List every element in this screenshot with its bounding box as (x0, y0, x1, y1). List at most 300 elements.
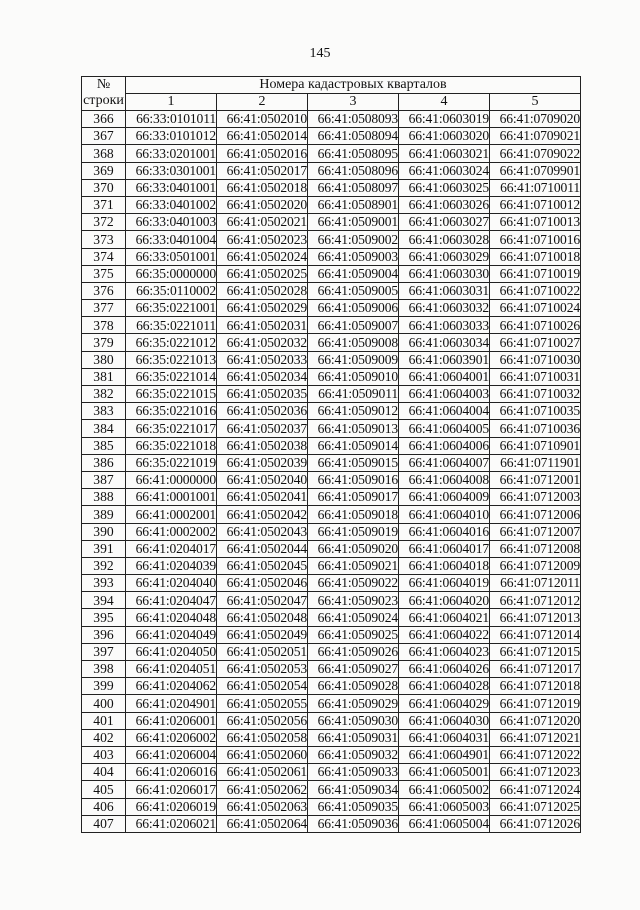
cadastral-quarter-cell: 66:41:0509025 (308, 626, 399, 643)
cadastral-quarter-cell: 66:41:0509022 (308, 575, 399, 592)
cadastral-quarter-cell: 66:41:0603019 (399, 111, 490, 128)
cadastral-quarter-cell: 66:41:0710018 (490, 248, 581, 265)
cadastral-quarter-cell: 66:41:0204050 (126, 643, 217, 660)
table-row (82, 265, 581, 282)
cadastral-quarter-cell: 66:41:0509008 (308, 334, 399, 351)
cadastral-quarter-cell: 66:41:0712008 (490, 540, 581, 557)
table-row (82, 592, 581, 609)
row-number-cell: 380 (82, 351, 126, 368)
cadastral-quarter-cell: 66:41:0509010 (308, 368, 399, 385)
cadastral-quarter-cell: 66:41:0509005 (308, 282, 399, 299)
row-number-cell: 404 (82, 764, 126, 781)
cadastral-quarter-cell: 66:41:0502041 (217, 489, 308, 506)
row-number-cell: 385 (82, 437, 126, 454)
cadastral-quarter-cell: 66:41:0605003 (399, 798, 490, 815)
row-number-cell: 368 (82, 145, 126, 162)
cadastral-quarter-cell: 66:41:0000000 (126, 471, 217, 488)
cadastral-quarter-cell: 66:41:0710036 (490, 420, 581, 437)
cadastral-quarter-cell: 66:41:0509031 (308, 729, 399, 746)
row-number-cell: 382 (82, 386, 126, 403)
cadastral-quarter-cell: 66:41:0508093 (308, 111, 399, 128)
cadastral-quarter-cell: 66:41:0509013 (308, 420, 399, 437)
cadastral-quarter-cell: 66:41:0206019 (126, 798, 217, 815)
row-number-cell: 384 (82, 420, 126, 437)
cadastral-quarter-cell: 66:41:0206004 (126, 746, 217, 763)
cadastral-quarter-cell: 66:41:0603034 (399, 334, 490, 351)
cadastral-quarter-cell: 66:41:0712011 (490, 575, 581, 592)
cadastral-quarter-cell: 66:41:0603032 (399, 300, 490, 317)
cadastral-quarter-cell: 66:41:0712021 (490, 729, 581, 746)
page-number: 145 (309, 46, 331, 61)
cadastral-quarter-cell: 66:41:0502039 (217, 454, 308, 471)
cadastral-quarter-cell: 66:41:0509018 (308, 506, 399, 523)
cadastral-quarter-cell: 66:41:0604010 (399, 506, 490, 523)
column-number-header: 5 (490, 94, 581, 111)
cadastral-quarter-cell: 66:41:0709901 (490, 162, 581, 179)
cadastral-quarter-cell: 66:41:0206017 (126, 781, 217, 798)
table-row (82, 781, 581, 798)
cadastral-quarter-cell: 66:41:0712015 (490, 643, 581, 660)
cadastral-quarter-cell: 66:41:0204901 (126, 695, 217, 712)
cadastral-quarter-cell: 66:41:0502024 (217, 248, 308, 265)
column-number-header: 3 (308, 94, 399, 111)
cadastral-quarter-cell: 66:41:0001001 (126, 489, 217, 506)
cadastral-quarter-cell: 66:41:0502063 (217, 798, 308, 815)
cadastral-quarter-cell: 66:41:0604030 (399, 712, 490, 729)
cadastral-quarter-cell: 66:41:0604006 (399, 437, 490, 454)
cadastral-quarter-cell: 66:41:0502042 (217, 506, 308, 523)
cadastral-quarter-cell: 66:41:0502046 (217, 575, 308, 592)
cadastral-quarter-cell: 66:35:0221018 (126, 437, 217, 454)
row-number-header-word: строки (83, 93, 124, 108)
cadastral-quarter-cell: 66:41:0709022 (490, 145, 581, 162)
row-number-cell: 376 (82, 282, 126, 299)
cadastral-quarter-cell: 66:41:0604001 (399, 368, 490, 385)
cadastral-quarter-cell: 66:41:0604005 (399, 420, 490, 437)
cadastral-quarter-cell: 66:41:0502043 (217, 523, 308, 540)
row-number-cell: 378 (82, 317, 126, 334)
cadastral-quarter-cell: 66:41:0604026 (399, 661, 490, 678)
cadastral-quarter-cell: 66:41:0204051 (126, 661, 217, 678)
cadastral-quarter-cell: 66:33:0301001 (126, 162, 217, 179)
table-row (82, 643, 581, 660)
cadastral-quarter-cell: 66:41:0502028 (217, 282, 308, 299)
cadastral-quarter-cell: 66:41:0508097 (308, 179, 399, 196)
cadastral-quarter-cell: 66:41:0604022 (399, 626, 490, 643)
row-number-header-symbol: № (96, 77, 111, 92)
cadastral-quarter-cell: 66:41:0508095 (308, 145, 399, 162)
cadastral-quarter-cell: 66:41:0509009 (308, 351, 399, 368)
cadastral-quarter-cell: 66:41:0502060 (217, 746, 308, 763)
cadastral-quarter-cell: 66:41:0604021 (399, 609, 490, 626)
cadastral-quarter-cell: 66:41:0509023 (308, 592, 399, 609)
cadastral-quarter-cell: 66:41:0509016 (308, 471, 399, 488)
row-number-cell: 367 (82, 128, 126, 145)
cadastral-quarter-cell: 66:41:0509024 (308, 609, 399, 626)
cadastral-quarter-cell: 66:41:0002001 (126, 506, 217, 523)
table-row (82, 420, 581, 437)
row-number-cell: 392 (82, 557, 126, 574)
row-number-cell: 377 (82, 300, 126, 317)
cadastral-quarter-cell: 66:41:0604019 (399, 575, 490, 592)
cadastral-table (81, 76, 581, 833)
cadastral-quarter-cell: 66:41:0204040 (126, 575, 217, 592)
cadastral-quarter-cell: 66:35:0221015 (126, 386, 217, 403)
row-number-cell: 371 (82, 196, 126, 213)
quarters-group-header: Номера кадастровых кварталов (126, 77, 581, 94)
cadastral-quarter-cell: 66:41:0710011 (490, 179, 581, 196)
cadastral-quarter-cell: 66:41:0502010 (217, 111, 308, 128)
cadastral-quarter-cell: 66:41:0604008 (399, 471, 490, 488)
table-row (82, 317, 581, 334)
table-row (82, 162, 581, 179)
cadastral-quarter-cell: 66:41:0509027 (308, 661, 399, 678)
cadastral-quarter-cell: 66:41:0710026 (490, 317, 581, 334)
cadastral-quarter-cell: 66:41:0710030 (490, 351, 581, 368)
cadastral-quarter-cell: 66:41:0603901 (399, 351, 490, 368)
cadastral-quarter-cell: 66:41:0603029 (399, 248, 490, 265)
table-row (82, 489, 581, 506)
table-row (82, 764, 581, 781)
cadastral-quarter-cell: 66:41:0502044 (217, 540, 308, 557)
cadastral-quarter-cell: 66:41:0502058 (217, 729, 308, 746)
cadastral-quarter-cell: 66:41:0509028 (308, 678, 399, 695)
cadastral-quarter-cell: 66:41:0603031 (399, 282, 490, 299)
table-row (82, 179, 581, 196)
cadastral-quarter-cell: 66:41:0509033 (308, 764, 399, 781)
table-row (82, 196, 581, 213)
cadastral-quarter-cell: 66:35:0221013 (126, 351, 217, 368)
cadastral-quarter-cell: 66:41:0502048 (217, 609, 308, 626)
cadastral-quarter-cell: 66:41:0204062 (126, 678, 217, 695)
row-number-cell: 393 (82, 575, 126, 592)
cadastral-quarter-cell: 66:41:0509026 (308, 643, 399, 660)
cadastral-quarter-cell: 66:41:0710901 (490, 437, 581, 454)
cadastral-quarter-cell: 66:35:0221011 (126, 317, 217, 334)
row-number-cell: 406 (82, 798, 126, 815)
cadastral-quarter-cell: 66:41:0710022 (490, 282, 581, 299)
row-number-cell: 375 (82, 265, 126, 282)
cadastral-quarter-cell: 66:35:0221012 (126, 334, 217, 351)
cadastral-quarter-cell: 66:41:0712018 (490, 678, 581, 695)
cadastral-quarter-cell: 66:41:0206021 (126, 815, 217, 832)
table-row (82, 454, 581, 471)
cadastral-quarter-cell: 66:35:0000000 (126, 265, 217, 282)
cadastral-quarter-cell: 66:41:0502031 (217, 317, 308, 334)
cadastral-quarter-cell: 66:41:0502054 (217, 678, 308, 695)
table-row (82, 695, 581, 712)
cadastral-quarter-cell: 66:33:0201001 (126, 145, 217, 162)
cadastral-quarter-cell: 66:41:0502038 (217, 437, 308, 454)
table-row (82, 403, 581, 420)
cadastral-quarter-cell: 66:41:0709020 (490, 111, 581, 128)
cadastral-quarter-cell: 66:41:0712019 (490, 695, 581, 712)
row-number-cell: 400 (82, 695, 126, 712)
table-body (82, 111, 581, 833)
cadastral-quarter-cell: 66:35:0221014 (126, 368, 217, 385)
row-number-cell: 403 (82, 746, 126, 763)
row-number-cell: 370 (82, 179, 126, 196)
cadastral-quarter-cell: 66:41:0711901 (490, 454, 581, 471)
cadastral-quarter-cell: 66:35:0221001 (126, 300, 217, 317)
row-number-header (82, 77, 126, 111)
cadastral-quarter-cell: 66:41:0509003 (308, 248, 399, 265)
cadastral-quarter-cell: 66:41:0712020 (490, 712, 581, 729)
cadastral-quarter-cell: 66:41:0712003 (490, 489, 581, 506)
cadastral-quarter-cell: 66:41:0502036 (217, 403, 308, 420)
cadastral-quarter-cell: 66:41:0605002 (399, 781, 490, 798)
cadastral-quarter-cell: 66:41:0710035 (490, 403, 581, 420)
cadastral-quarter-cell: 66:35:0221019 (126, 454, 217, 471)
cadastral-quarter-cell: 66:41:0604003 (399, 386, 490, 403)
row-number-cell: 396 (82, 626, 126, 643)
cadastral-quarter-cell: 66:41:0712007 (490, 523, 581, 540)
cadastral-quarter-cell: 66:41:0604029 (399, 695, 490, 712)
cadastral-quarter-cell: 66:41:0712017 (490, 661, 581, 678)
cadastral-quarter-cell: 66:41:0712009 (490, 557, 581, 574)
table-row (82, 506, 581, 523)
cadastral-quarter-cell: 66:33:0401003 (126, 214, 217, 231)
cadastral-quarter-cell: 66:41:0509019 (308, 523, 399, 540)
row-number-cell: 390 (82, 523, 126, 540)
cadastral-quarter-cell: 66:35:0221017 (126, 420, 217, 437)
table-row (82, 575, 581, 592)
cadastral-quarter-cell: 66:41:0604031 (399, 729, 490, 746)
table-row (82, 351, 581, 368)
cadastral-quarter-cell: 66:41:0710032 (490, 386, 581, 403)
cadastral-quarter-cell: 66:41:0204048 (126, 609, 217, 626)
cadastral-quarter-cell: 66:41:0509017 (308, 489, 399, 506)
cadastral-quarter-cell: 66:41:0509002 (308, 231, 399, 248)
cadastral-quarter-cell: 66:41:0502062 (217, 781, 308, 798)
cadastral-quarter-cell: 66:41:0502018 (217, 179, 308, 196)
cadastral-quarter-cell: 66:41:0603025 (399, 179, 490, 196)
cadastral-quarter-cell: 66:41:0604901 (399, 746, 490, 763)
table-row (82, 746, 581, 763)
cadastral-quarter-cell: 66:41:0712012 (490, 592, 581, 609)
cadastral-quarter-cell: 66:41:0509021 (308, 557, 399, 574)
row-number-cell: 374 (82, 248, 126, 265)
cadastral-quarter-cell: 66:41:0710027 (490, 334, 581, 351)
cadastral-quarter-cell: 66:41:0502025 (217, 265, 308, 282)
cadastral-quarter-cell: 66:41:0502033 (217, 351, 308, 368)
cadastral-quarter-cell: 66:41:0604017 (399, 540, 490, 557)
row-number-cell: 386 (82, 454, 126, 471)
cadastral-quarter-cell: 66:41:0502021 (217, 214, 308, 231)
cadastral-quarter-cell: 66:41:0502017 (217, 162, 308, 179)
cadastral-quarter-cell: 66:35:0221016 (126, 403, 217, 420)
cadastral-quarter-cell: 66:41:0604023 (399, 643, 490, 660)
table-row (82, 609, 581, 626)
table-row (82, 729, 581, 746)
cadastral-quarter-cell: 66:41:0204017 (126, 540, 217, 557)
row-number-cell: 402 (82, 729, 126, 746)
cadastral-quarter-cell: 66:41:0502055 (217, 695, 308, 712)
cadastral-quarter-cell: 66:41:0712024 (490, 781, 581, 798)
cadastral-quarter-cell: 66:41:0502051 (217, 643, 308, 660)
cadastral-quarter-cell: 66:41:0502020 (217, 196, 308, 213)
cadastral-quarter-cell: 66:41:0603020 (399, 128, 490, 145)
cadastral-quarter-cell: 66:41:0206001 (126, 712, 217, 729)
row-number-cell: 399 (82, 678, 126, 695)
cadastral-quarter-cell: 66:41:0712023 (490, 764, 581, 781)
row-number-cell: 405 (82, 781, 126, 798)
cadastral-quarter-cell: 66:41:0710016 (490, 231, 581, 248)
cadastral-quarter-cell: 66:41:0509032 (308, 746, 399, 763)
cadastral-quarter-cell: 66:41:0204047 (126, 592, 217, 609)
cadastral-quarter-cell: 66:41:0502053 (217, 661, 308, 678)
cadastral-quarter-cell: 66:41:0502029 (217, 300, 308, 317)
cadastral-quarter-cell: 66:41:0710013 (490, 214, 581, 231)
table-row (82, 248, 581, 265)
table-row (82, 111, 581, 128)
cadastral-quarter-cell: 66:41:0502040 (217, 471, 308, 488)
column-number-header: 2 (217, 94, 308, 111)
cadastral-quarter-cell: 66:41:0712006 (490, 506, 581, 523)
cadastral-quarter-cell: 66:33:0401002 (126, 196, 217, 213)
cadastral-quarter-cell: 66:41:0603024 (399, 162, 490, 179)
cadastral-quarter-cell: 66:33:0101011 (126, 111, 217, 128)
table-row (82, 815, 581, 832)
cadastral-quarter-cell: 66:33:0401004 (126, 231, 217, 248)
table-row (82, 678, 581, 695)
cadastral-quarter-cell: 66:41:0502047 (217, 592, 308, 609)
cadastral-quarter-cell: 66:41:0509014 (308, 437, 399, 454)
row-number-cell: 381 (82, 368, 126, 385)
cadastral-quarter-cell: 66:41:0712014 (490, 626, 581, 643)
cadastral-quarter-cell: 66:41:0502034 (217, 368, 308, 385)
row-number-cell: 388 (82, 489, 126, 506)
column-number-header: 4 (399, 94, 490, 111)
row-number-cell: 373 (82, 231, 126, 248)
table-row (82, 798, 581, 815)
cadastral-quarter-cell: 66:41:0502045 (217, 557, 308, 574)
cadastral-quarter-cell: 66:41:0206002 (126, 729, 217, 746)
row-number-cell: 397 (82, 643, 126, 660)
table-row (82, 712, 581, 729)
cadastral-quarter-cell: 66:41:0509030 (308, 712, 399, 729)
row-number-cell: 369 (82, 162, 126, 179)
cadastral-quarter-cell: 66:41:0712026 (490, 815, 581, 832)
cadastral-quarter-cell: 66:41:0509020 (308, 540, 399, 557)
cadastral-quarter-cell: 66:41:0710012 (490, 196, 581, 213)
row-number-cell: 389 (82, 506, 126, 523)
cadastral-quarter-cell: 66:41:0712013 (490, 609, 581, 626)
cadastral-quarter-cell: 66:41:0604016 (399, 523, 490, 540)
cadastral-quarter-cell: 66:41:0709021 (490, 128, 581, 145)
table-row (82, 334, 581, 351)
cadastral-quarter-cell: 66:41:0509035 (308, 798, 399, 815)
cadastral-quarter-cell: 66:41:0603021 (399, 145, 490, 162)
cadastral-quarter-cell: 66:41:0502035 (217, 386, 308, 403)
row-number-cell: 383 (82, 403, 126, 420)
cadastral-quarter-cell: 66:41:0509006 (308, 300, 399, 317)
cadastral-quarter-cell: 66:41:0710031 (490, 368, 581, 385)
cadastral-quarter-cell: 66:33:0501001 (126, 248, 217, 265)
cadastral-quarter-cell: 66:41:0603030 (399, 265, 490, 282)
cadastral-quarter-cell: 66:41:0604004 (399, 403, 490, 420)
cadastral-quarter-cell: 66:41:0502023 (217, 231, 308, 248)
cadastral-quarter-cell: 66:41:0502032 (217, 334, 308, 351)
table-row (82, 557, 581, 574)
cadastral-quarter-cell: 66:41:0604018 (399, 557, 490, 574)
table-row (82, 471, 581, 488)
cadastral-quarter-cell: 66:41:0509029 (308, 695, 399, 712)
table-row (82, 386, 581, 403)
cadastral-quarter-cell: 66:41:0508094 (308, 128, 399, 145)
cadastral-quarter-cell: 66:41:0502016 (217, 145, 308, 162)
cadastral-quarter-cell: 66:41:0509034 (308, 781, 399, 798)
cadastral-quarter-cell: 66:41:0710019 (490, 265, 581, 282)
cadastral-quarter-cell: 66:41:0502064 (217, 815, 308, 832)
cadastral-quarter-cell: 66:41:0204049 (126, 626, 217, 643)
table-row (82, 214, 581, 231)
cadastral-quarter-cell: 66:41:0712001 (490, 471, 581, 488)
row-number-cell: 366 (82, 111, 126, 128)
cadastral-quarter-cell: 66:41:0604009 (399, 489, 490, 506)
cadastral-quarter-cell: 66:41:0002002 (126, 523, 217, 540)
table-row (82, 523, 581, 540)
table-row (82, 231, 581, 248)
cadastral-quarter-cell: 66:41:0605001 (399, 764, 490, 781)
row-number-cell: 394 (82, 592, 126, 609)
row-number-cell: 407 (82, 815, 126, 832)
cadastral-quarter-cell: 66:41:0605004 (399, 815, 490, 832)
cadastral-quarter-cell: 66:33:0401001 (126, 179, 217, 196)
cadastral-quarter-cell: 66:41:0502061 (217, 764, 308, 781)
cadastral-quarter-cell: 66:41:0502056 (217, 712, 308, 729)
cadastral-quarter-cell: 66:41:0509012 (308, 403, 399, 420)
row-number-cell: 372 (82, 214, 126, 231)
table-row (82, 368, 581, 385)
table-row (82, 661, 581, 678)
cadastral-quarter-cell: 66:41:0509011 (308, 386, 399, 403)
cadastral-quarter-cell: 66:41:0604007 (399, 454, 490, 471)
row-number-cell: 391 (82, 540, 126, 557)
column-number-header: 1 (126, 94, 217, 111)
table-row (82, 540, 581, 557)
row-number-cell: 395 (82, 609, 126, 626)
table-row (82, 437, 581, 454)
cadastral-quarter-cell: 66:33:0101012 (126, 128, 217, 145)
row-number-cell: 401 (82, 712, 126, 729)
row-number-cell: 379 (82, 334, 126, 351)
cadastral-quarter-cell: 66:41:0509015 (308, 454, 399, 471)
row-number-cell: 398 (82, 661, 126, 678)
table-row (82, 128, 581, 145)
cadastral-quarter-cell: 66:41:0509036 (308, 815, 399, 832)
cadastral-quarter-cell: 66:41:0502014 (217, 128, 308, 145)
cadastral-quarter-cell: 66:41:0603026 (399, 196, 490, 213)
cadastral-quarter-cell: 66:41:0508096 (308, 162, 399, 179)
table-row (82, 145, 581, 162)
table-row (82, 282, 581, 299)
cadastral-quarter-cell: 66:41:0502037 (217, 420, 308, 437)
row-number-cell: 387 (82, 471, 126, 488)
cadastral-quarter-cell: 66:41:0603027 (399, 214, 490, 231)
cadastral-quarter-cell: 66:41:0604020 (399, 592, 490, 609)
cadastral-quarter-cell: 66:35:0110002 (126, 282, 217, 299)
cadastral-quarter-cell: 66:41:0604028 (399, 678, 490, 695)
cadastral-quarter-cell: 66:41:0206016 (126, 764, 217, 781)
cadastral-quarter-cell: 66:41:0712025 (490, 798, 581, 815)
cadastral-quarter-cell: 66:41:0712022 (490, 746, 581, 763)
cadastral-quarter-cell: 66:41:0603028 (399, 231, 490, 248)
cadastral-quarter-cell: 66:41:0710024 (490, 300, 581, 317)
cadastral-quarter-cell: 66:41:0204039 (126, 557, 217, 574)
cadastral-quarter-cell: 66:41:0508901 (308, 196, 399, 213)
table-row (82, 626, 581, 643)
